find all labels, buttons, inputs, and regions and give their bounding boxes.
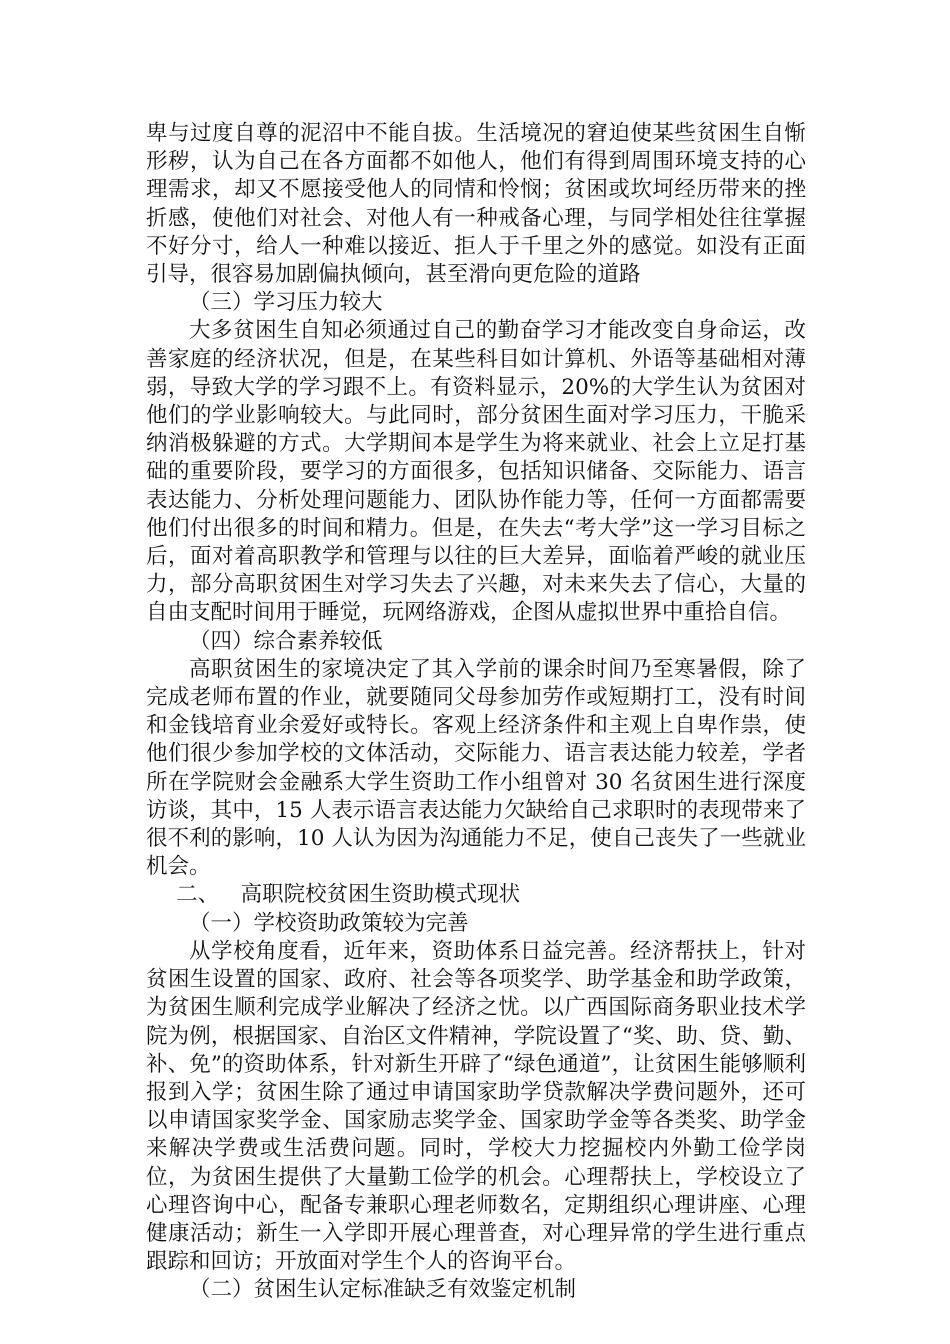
section-heading-two	[146, 881, 806, 909]
paragraph-school-policy: 从学校角度看，近年来，资助体系日益完善。经济帮扶上，针对贫困生设置的国家、政府、社会等各项奖学、助学基金和助学政策，为贫困生顺利完成学业解决了经济之忧。以广西国际商务职业技术学院为例，根据国家、自治区文件精神，学院设置了“奖、助、贷、勤、补、免”的资助体系，针对新生开辟了“绿色通道”，让贫困生能够顺利报到入学；贫困生除了通过申请国家助学贷款解决学费问题外，还可以申请国家奖学金、国家励志奖学金、国家助学金等各类奖、助学金来解决学费或生活费问题。同时，学校大力挖掘校内外勤工俭学岗位，为贫困生提供了大量勤工俭学的机会。心理帮扶上，学校设立了心理咨询中心，配备专兼职心理老师数名，定期组织心理讲座、心理健康活动；新生一入学即开展心理普查，对心理异常的学生进行重点跟踪和回访；开放面对学生个人的咨询平台。	[146, 938, 806, 1275]
heading-identification-standard: （二）贫困生认定标准缺乏有效鉴定机制	[189, 1277, 577, 1303]
heading-comprehensive-quality: （四）综合素养较低	[189, 628, 383, 654]
paragraph-comprehensive-quality: 高职贫困生的家境决定了其入学前的课余时间乃至寒暑假，除了完成老师布置的作业，就要随同父母参加劳作或短期打工，没有时间和金钱培育业余爱好或特长。客观上经济条件和主观上自卑作祟，使他们很少参加学校的文体活动，交际能力、语言表达能力较差，学者所在学院财会金融系大学生资助工作小组曾对 30 名贫困生进行深度访谈，其中，15 人表示语言表达能力欠缺给自己求职时的表现带来了很不利的影响，10 人认为因为沟通能力不足，使自己丧失了一些就业机会。	[146, 656, 806, 880]
document-page	[146, 120, 806, 1305]
heading-school-policy: （一）学校资助政策较为完善	[189, 910, 469, 936]
section-number: 二、	[176, 882, 220, 908]
paragraph-self-esteem: 卑与过度自尊的泥沼中不能自拔。生活境况的窘迫使某些贫困生自惭形秽，认为自己在各方面都不如他人，他们有得到周围环境支持的心理需求，却又不愿接受他人的同情和怜悯；贫困或坎坷经历带来的挫折感，使他们对社会、对他人有一种戒备心理，与同学相处往往掌握不好分寸，给人一种难以接近、拒人于千里之外的感觉。如没有正面引导，很容易加剧偏执倾向，甚至滑向更危险的道路	[146, 121, 806, 288]
section-title: 高职院校贫困生资助模式现状	[240, 882, 521, 908]
paragraph-study-pressure: 大多贫困生自知必须通过自己的勤奋学习才能改变自身命运，改善家庭的经济状况，但是，在某些科目如计算机、外语等基础相对薄弱，导致大学的学习跟不上。有资料显示，20%的大学生认为贫困对他们的学业影响较大。与此同时，部分贫困生面对学习压力，干脆采纳消极躲避的方式。大学期间本是学生为将来就业、社会上立足打基础的重要阶段，要学习的方面很多，包括知识储备、交际能力、语言表达能力、分析处理问题能力、团队协作能力等，任何一方面都需要他们付出很多的时间和精力。但是，在失去“考大学”这一学习目标之后，面对着高职教学和管理与以往的巨大差异，面临着严峻的就业压力，部分高职贫困生对学习失去了兴趣，对未来失去了信心，大量的自由支配时间用于睡觉，玩网络游戏，企图从虚拟世界中重拾自信。	[146, 318, 806, 626]
heading-study-pressure: （三）学习压力较大	[189, 290, 383, 316]
